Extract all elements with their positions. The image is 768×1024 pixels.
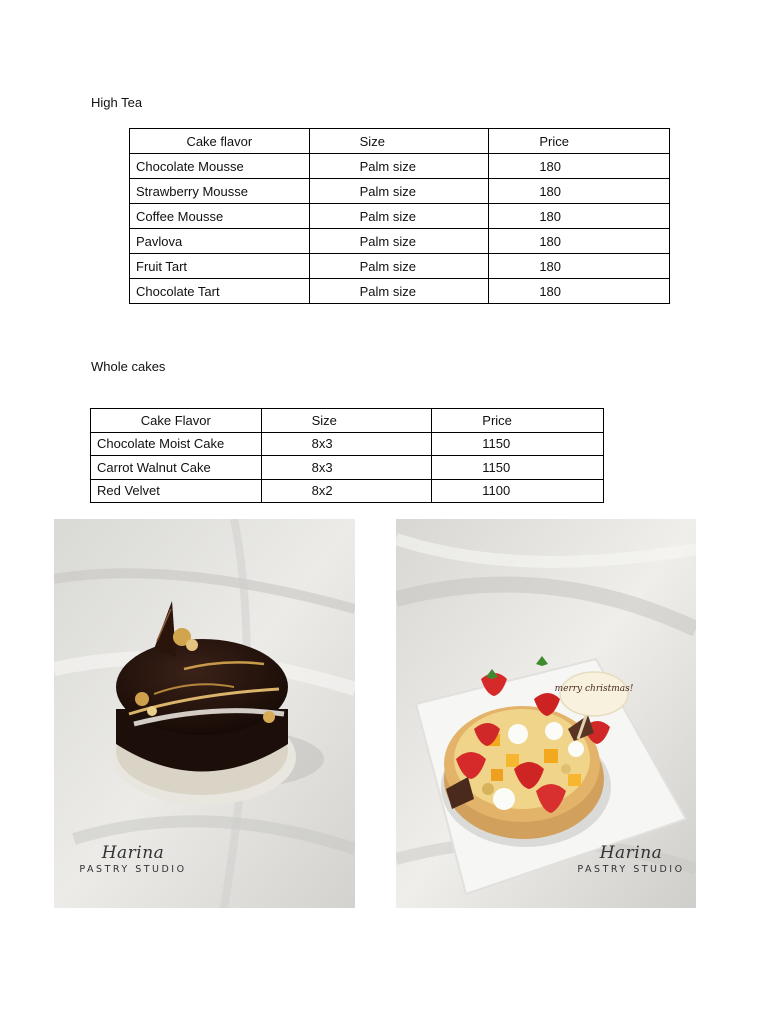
cell-flavor: Pavlova [130, 229, 310, 254]
cell-price: 1100 [432, 479, 604, 503]
table-header-row [130, 129, 670, 154]
cell-size: Palm size [309, 179, 489, 204]
brand-watermark [576, 843, 686, 875]
table-row [130, 279, 670, 304]
column-header-price: Price [489, 129, 670, 154]
cell-price: 180 [489, 179, 670, 204]
whole-cakes-table [90, 408, 604, 503]
table-row [130, 204, 670, 229]
table-row [91, 432, 604, 456]
cell-flavor: Chocolate Moist Cake [91, 432, 262, 456]
cell-flavor: Carrot Walnut Cake [91, 456, 262, 480]
cell-size: Palm size [309, 229, 489, 254]
cell-price: 180 [489, 154, 670, 179]
column-header-size: Size [309, 129, 489, 154]
column-header-flavor: Cake Flavor [91, 409, 262, 433]
cell-flavor: Strawberry Mousse [130, 179, 310, 204]
brand-name: Harina [101, 843, 165, 863]
brand-name: Harina [599, 843, 663, 863]
table-row [130, 179, 670, 204]
column-header-flavor: Cake flavor [130, 129, 310, 154]
high-tea-table [129, 128, 670, 304]
brand-subtitle: PASTRY STUDIO [577, 864, 685, 875]
brand-watermark [78, 843, 188, 875]
brand-subtitle: PASTRY STUDIO [79, 864, 187, 875]
cell-price: 1150 [432, 432, 604, 456]
cell-size: Palm size [309, 279, 489, 304]
whole-cakes-heading: Whole cakes [91, 359, 166, 374]
cell-flavor: Red Velvet [91, 479, 262, 503]
cell-flavor: Chocolate Mousse [130, 154, 310, 179]
cell-size: Palm size [309, 204, 489, 229]
high-tea-heading: High Tea [91, 95, 143, 110]
cell-flavor: Fruit Tart [130, 254, 310, 279]
cell-size: Palm size [309, 154, 489, 179]
fruit-tart-photo [396, 519, 696, 908]
cell-price: 180 [489, 279, 670, 304]
cell-flavor: Chocolate Tart [130, 279, 310, 304]
table-row [91, 479, 604, 503]
plaque-text: merry christmas! [554, 684, 634, 694]
table-header-row [91, 409, 604, 433]
column-header-price: Price [432, 409, 604, 433]
cell-size: 8x3 [261, 432, 432, 456]
cell-price: 180 [489, 204, 670, 229]
cell-price: 180 [489, 229, 670, 254]
cell-price: 180 [489, 254, 670, 279]
table-row [130, 154, 670, 179]
cell-price: 1150 [432, 456, 604, 480]
cell-size: 8x2 [261, 479, 432, 503]
table-row [130, 229, 670, 254]
cell-size: Palm size [309, 254, 489, 279]
cell-flavor: Coffee Mousse [130, 204, 310, 229]
column-header-size: Size [261, 409, 432, 433]
chocolate-cake-photo [54, 519, 355, 908]
table-row [130, 254, 670, 279]
cell-size: 8x3 [261, 456, 432, 480]
table-row [91, 456, 604, 480]
